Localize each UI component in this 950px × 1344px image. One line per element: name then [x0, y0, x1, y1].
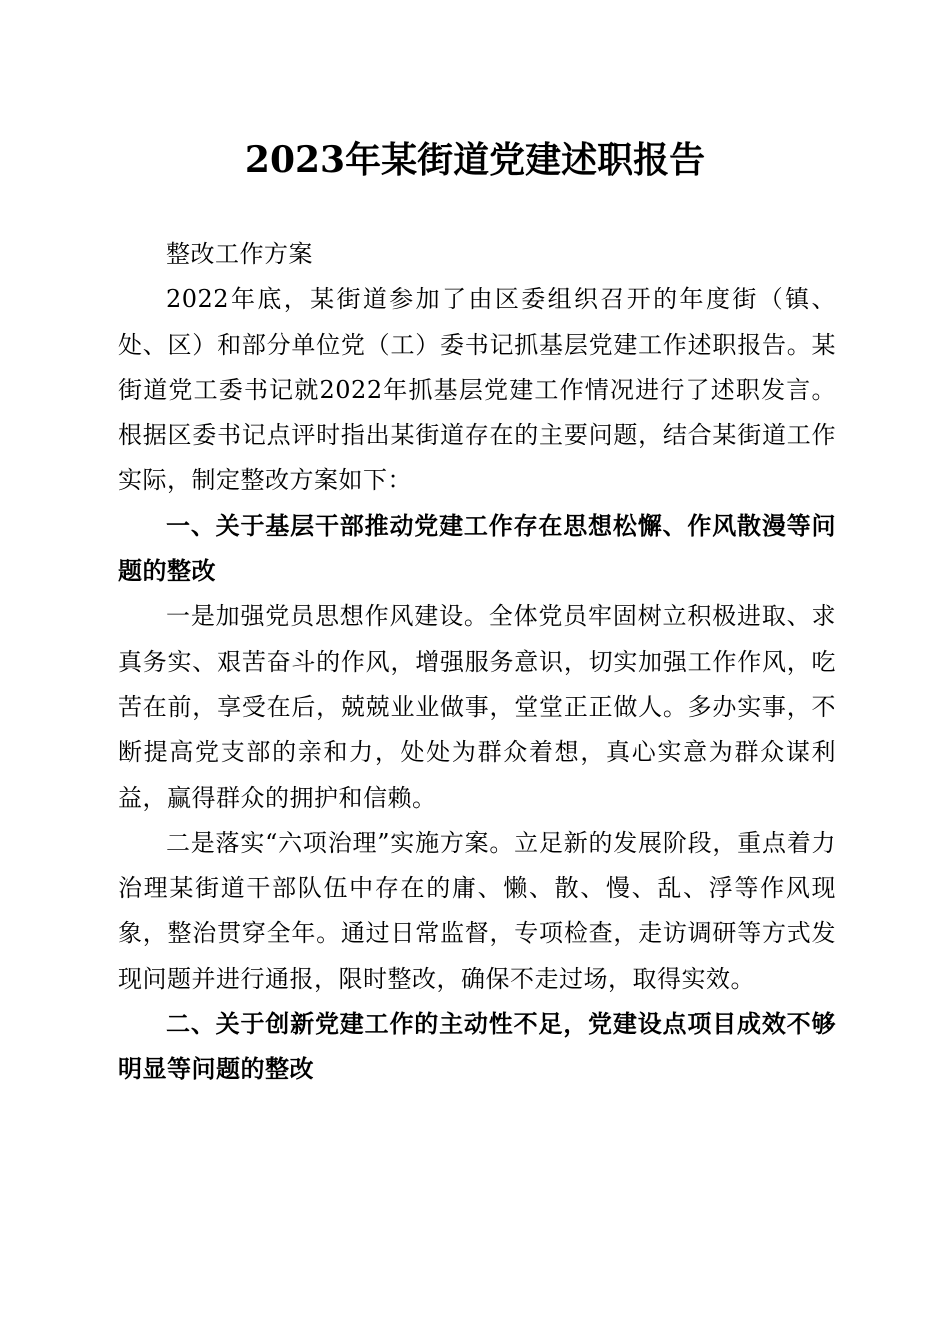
paragraph-point-2: 二是落实“六项治理”实施方案。立足新的发展阶段，重点着力治理某街道干部队伍中存在的庸、懒、散、慢、乱、浮等作风现象，整治贯穿全年。通过日常监督，专项检查，走访调研等方式发现问题并进行通报，限时整改，确保不走过场，取得实效。 [118, 828, 836, 993]
paragraph-plan-label: 整改工作方案 [166, 240, 313, 268]
section-heading-1: 一、关于基层干部推动党建工作存在思想松懈、作风散漫等问题的整改 [118, 511, 836, 586]
paragraph-intro: 2022年底，某街道参加了由区委组织召开的年度街（镇、处、区）和部分单位党（工）委书记抓基层党建工作述职报告。某街道党工委书记就2022年抓基层党建工作情况进行了述职发言。根据区委书记点评时指出某街道存在的主要问题，结合某街道工作实际，制定整改方案如下： [118, 285, 836, 495]
document-title: 2023年某街道党建述职报告 [244, 139, 706, 181]
document-body [118, 232, 836, 1093]
section-heading-2: 二、关于创新党建工作的主动性不足，党建设点项目成效不够明显等问题的整改 [118, 1010, 836, 1084]
paragraph-point-1: 一是加强党员思想作风建设。全体党员牢固树立积极进取、求真务实、艰苦奋斗的作风，增强服务意识，切实加强工作作风，吃苦在前，享受在后，兢兢业业做事，堂堂正正做人。多办实事，不断提高党支部的亲和力，处处为群众着想，真心实意为群众谋利益，赢得群众的拥护和信赖。 [118, 602, 836, 812]
